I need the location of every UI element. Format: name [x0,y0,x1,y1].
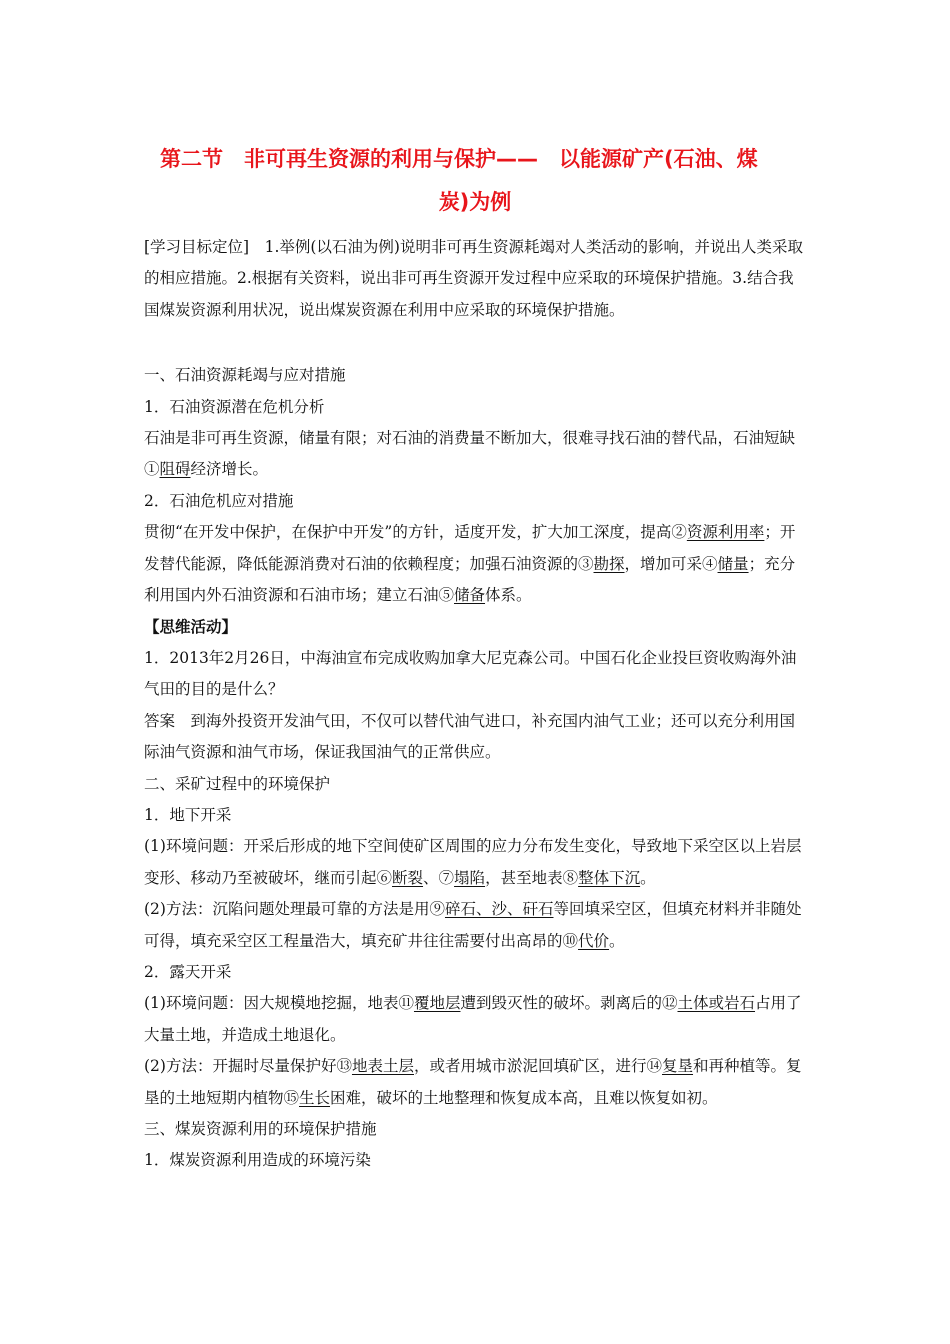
fill-answer: 储备 [454,586,486,605]
text: 遭到毁灭性的破坏。剥离后的⑫ [460,994,678,1013]
text: 、⑦ [423,868,455,887]
fill-answer: 储量 [717,554,749,573]
text: (1)环境问题：因大规模地挖掘，地表⑪ [144,994,414,1013]
fill-answer: 生长 [299,1088,331,1107]
section-1-sub-2-text [144,517,808,611]
activity-question: 1．2013年2月26日，中海油宣布完成收购加拿大尼克森公司。中国石化企业投巨资收购海外油气田的目的是什么？ [144,648,797,699]
text: (2)方法：开掘时尽量保护好⑬ [144,1057,352,1076]
fill-answer: 地表土层 [351,1057,414,1076]
section-1-sub-1-title: 1．石油资源潜在危机分析 [144,397,325,416]
learning-objectives: [学习目标定位] 1.举例(以石油为例)说明非可再生资源耗竭对人类活动的影响，并说出人类采取的相应措施。2.根据有关资料，说出非可再生资源开发过程中应采取的环境保护措施。3.结合我国煤炭资源利用状况，说出煤炭资源在利用中应采取的环境保护措施。 [144,238,803,319]
section-1-heading: 一、石油资源耗竭与应对措施 [144,366,346,385]
fill-answer: 阻碍 [159,460,191,479]
fill-answer: 断裂 [392,868,424,887]
section-3-sub-1-title: 1．煤炭资源利用造成的环境污染 [144,1151,371,1170]
text: ；充分利用国内外石油资源和石油市场；建立石油⑤ [144,554,796,605]
section-2-sub-2-para-1 [144,988,808,1051]
section-2-sub-1-para-2 [144,894,808,957]
document-body [144,232,808,1177]
section-2-sub-1-title: 1．地下开采 [144,805,232,824]
text: 和再种植等。复垦的土地短期内植物⑮ [144,1057,802,1107]
text: ，或者用城市淤泥回填矿区，进行⑭ [413,1057,662,1076]
text: ，甚至地表⑧ [485,868,579,887]
text: (2)方法：沉陷问题处理最可靠的方法是用⑨ [144,900,445,919]
section-3-heading: 三、煤炭资源利用的环境保护措施 [144,1119,377,1138]
fill-answer: 碎石、沙、矸石 [444,900,554,919]
fill-answer: 勘探 [593,554,625,573]
fill-answer: 整体下沉 [578,868,641,887]
text: ；开发替代能源，降低能源消费对石油的依赖程度；加强石油资源的③ [144,523,796,573]
text: 石油是非可再生资源，储量有限；对石油的消费量不断加大，很难寻找石油的替代品，石油短缺① [144,429,796,479]
section-2-sub-1-para-1 [144,831,808,894]
text: 体系。 [485,586,532,605]
text: 。 [609,931,625,950]
page-title [140,138,810,224]
text: 经济增长。 [190,460,269,479]
fill-answer: 土体或岩石 [677,994,756,1013]
text: (1)环境问题：开采后形成的地下空间使矿区周围的应力分布发生变化，导致地下采空区以上岩层变形、移动乃至被破坏，继而引起⑥ [144,837,802,887]
fill-answer: 覆地层 [413,994,461,1013]
activity-answer: 答案 到海外投资开发油气田，不仅可以替代油气进口，补充国内油气工业；还可以充分利用国际油气资源和油气市场，保证我国油气的正常供应。 [144,711,796,762]
text: 。 [640,868,656,887]
fill-answer: 复垦 [662,1057,694,1076]
title-line-2: 炭)为例 [438,190,512,214]
section-2-sub-2-para-2 [144,1051,808,1114]
section-2-sub-2-title: 2．露天开采 [144,962,232,981]
spacer [144,326,808,360]
text: 困难，破坏的土地整理和恢复成本高，且难以恢复如初。 [330,1088,718,1107]
fill-answer: 代价 [578,931,610,950]
title-line-1: 第二节 非可再生资源的利用与保护—— 以能源矿产(石油、煤 [160,147,758,171]
text: ，增加可采④ [624,554,718,573]
fill-answer: 资源利用率 [686,523,765,542]
text: 占用了大量土地，并造成土地退化。 [144,994,802,1044]
text: 贯彻“在开发中保护，在保护中开发”的方针，适度开发，扩大加工深度，提高② [144,523,687,542]
section-2-heading: 二、采矿过程中的环境保护 [144,774,331,793]
activity-heading: 【思维活动】 [144,617,238,637]
text: 等回填采空区，但填充材料并非随处可得，填充采空区工程量浩大，填充矿井往往需要付出高昂的⑩ [144,900,802,950]
section-1-sub-1-text [144,423,808,486]
fill-answer: 塌陷 [454,868,486,887]
section-1-sub-2-title: 2．石油危机应对措施 [144,491,294,510]
